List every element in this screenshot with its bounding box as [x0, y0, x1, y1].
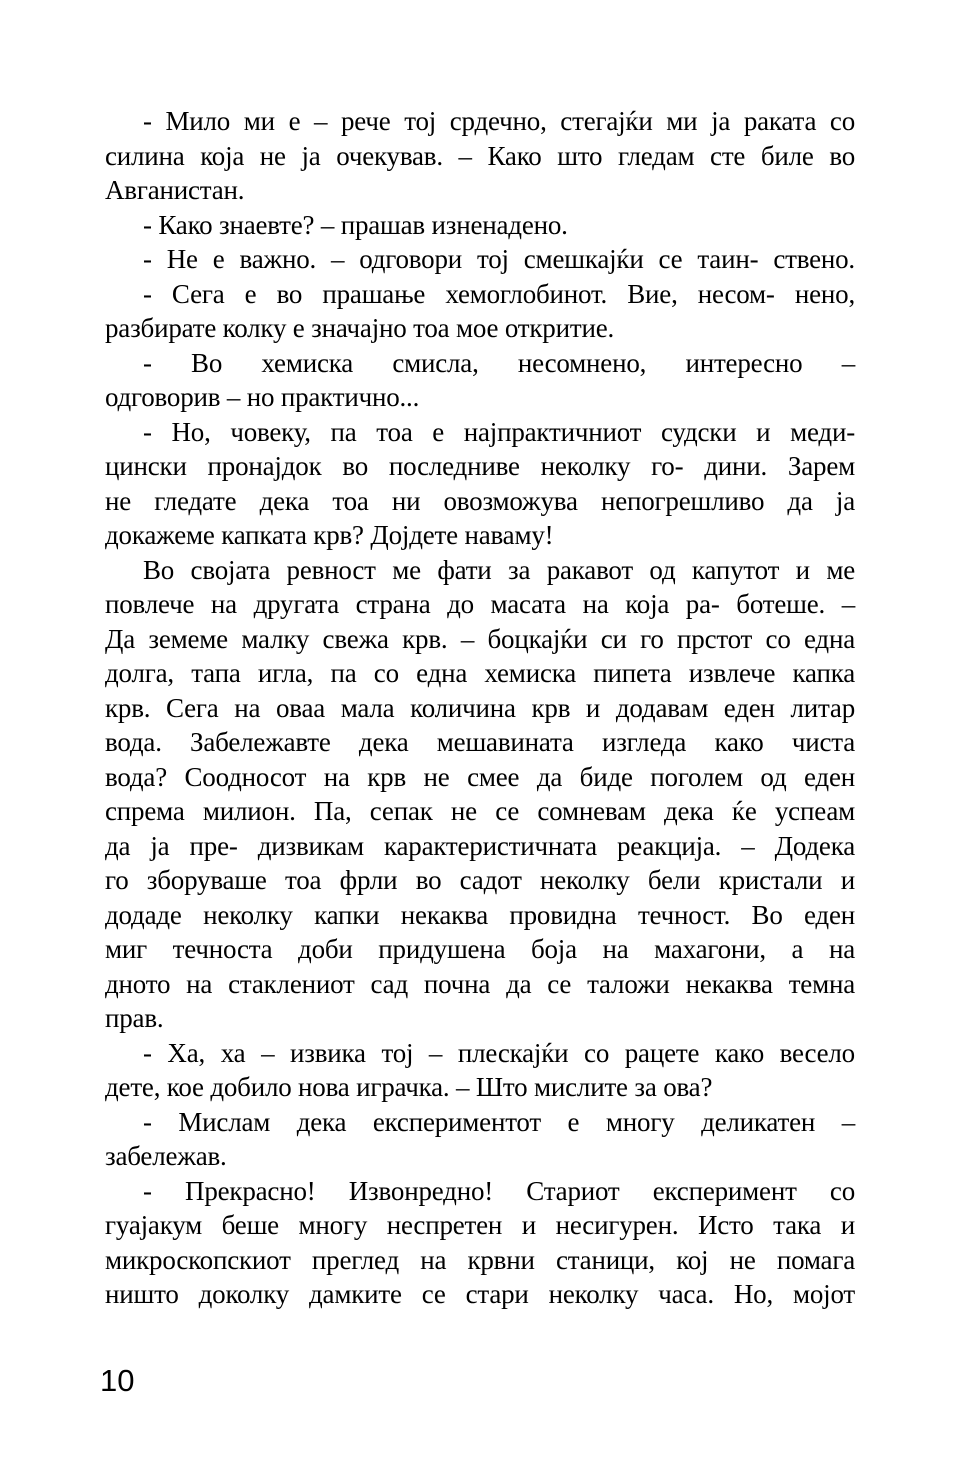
text-line: - Не е важно. – одговори тој смешкајќи се таин- ствено. — [143, 244, 855, 274]
text-line: не гледате дека тоа ни овозможува непогрешливо да ја — [105, 485, 855, 516]
text-line: - Прекрасно! Извонредно! Стариот експеримент со — [143, 1175, 855, 1206]
paragraph — [105, 104, 855, 208]
text-line: додаде неколку капки некаква провидна течност. Во еден — [105, 899, 855, 930]
text-line: да ја пре- дизвикам карактеристичната реакција. – Додека — [105, 830, 855, 861]
text-line: дното на стаклениот сад почна да се таложи некаква темна — [105, 968, 855, 999]
paragraph — [105, 1036, 855, 1105]
text-line: гуајакум беше многу неспретен и несигурен. Исто така и — [105, 1210, 855, 1240]
text-line: - Мислам дека експериментот е многу деликатен – — [143, 1106, 855, 1137]
paragraph — [105, 553, 855, 1036]
text-line: ништо доколку дамките се стари неколку часа. Но, мојот — [105, 1279, 855, 1309]
text-line: миг течноста доби придушена боја на махагони, а на — [105, 934, 855, 964]
text-block — [105, 104, 855, 1312]
text-line: спрема милион. Па, сепак не се сомневам дека ќе успеам — [105, 796, 855, 826]
text-line: - Ха, ха – извика тој – плескајќи со рацете како весело — [143, 1037, 855, 1068]
text-line: Да земеме малку свежа крв. – боцкајќи си го прстот со една — [105, 623, 855, 654]
paragraph — [105, 208, 855, 243]
paragraph — [105, 277, 855, 346]
text-line: Авганистан. — [105, 175, 245, 205]
text-line: - Во хемиска смисла, несомнено, интересно – — [143, 347, 855, 378]
text-line: го зборуваше тоа фрли во садот неколку бели кристали и — [105, 865, 855, 895]
paragraph — [105, 346, 855, 415]
text-line: докажеме капката крв? Дојдете наваму! — [105, 520, 554, 550]
text-line: дете, кое добило нова играчка. – Што мислите за ова? — [105, 1072, 713, 1102]
paragraph — [105, 242, 855, 277]
text-line: забележав. — [105, 1141, 227, 1171]
text-line: микроскопскиот преглед на крвни станици, кој не помага — [105, 1244, 855, 1275]
text-line: прав. — [105, 1003, 164, 1033]
paragraph — [105, 1174, 855, 1312]
text-line: повлече на другата страна до масата на која ра- ботеше. – — [105, 589, 855, 619]
paragraph — [105, 1105, 855, 1174]
text-line: - Сега е во прашање хемоглобинот. Вие, несом- нено, — [143, 278, 855, 309]
text-line: цински пронајдок во последниве неколку го- дини. Зарем — [105, 451, 855, 481]
page-number: 10 — [100, 1363, 135, 1398]
paragraph — [105, 415, 855, 553]
text-line: вода? Соодносот на крв не смее да биде поголем од еден — [105, 761, 855, 792]
text-line: - Но, човеку, па тоа е најпрактичниот судски и меди- — [143, 416, 855, 447]
text-line: вода. Забележавте дека мешавината изгледа како чиста — [105, 727, 855, 757]
text-line: крв. Сега на оваа мала количина крв и додавам еден литар — [105, 692, 855, 723]
text-line: - Како знаевте? – прашав изненадено. — [143, 209, 568, 240]
text-line: - Мило ми е – рече тој срдечно, стегајќи ми ја раката со — [143, 106, 855, 136]
text-line: Во својата ревност ме фати за ракавот од капутот и ме — [143, 554, 855, 585]
text-line: разбирате колку е значајно тоа мое откритие. — [105, 313, 615, 343]
text-line: одговорив – но практично... — [105, 382, 420, 412]
text-line: долга, тапа игла, па со една хемиска пипета извлече капка — [105, 658, 855, 688]
text-line: силина која не ја очекував. – Како што гледам сте биле во — [105, 140, 855, 171]
